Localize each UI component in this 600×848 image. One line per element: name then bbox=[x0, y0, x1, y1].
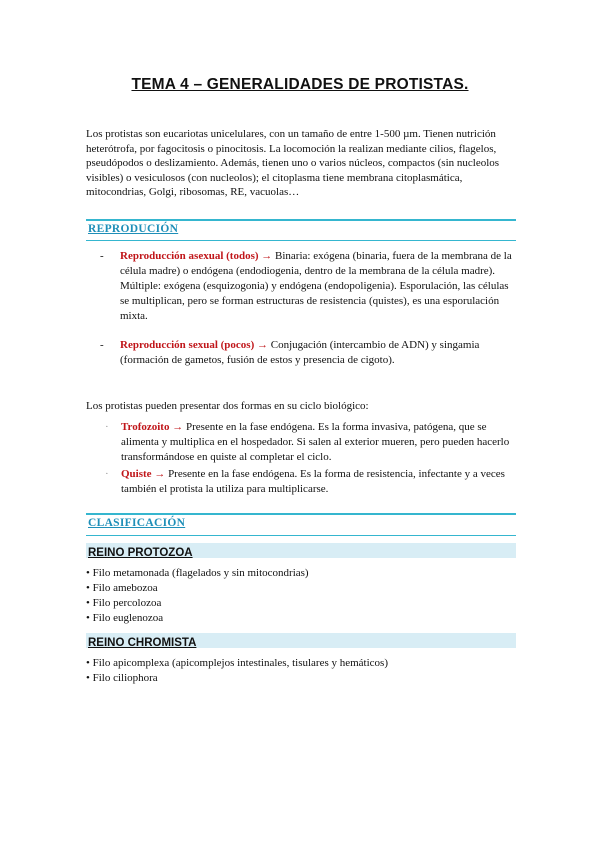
section-rule-top bbox=[86, 513, 516, 515]
subheading-reino-protozoa bbox=[86, 543, 516, 558]
chromista-list bbox=[86, 656, 516, 686]
subheading-reino-chromista bbox=[86, 633, 516, 648]
section-rule-bottom bbox=[86, 535, 516, 536]
dash-bullet: - bbox=[100, 339, 104, 351]
dot-bullet: · bbox=[105, 468, 109, 480]
item-term: Trofozoito bbox=[121, 421, 170, 433]
arrow-right-icon: → bbox=[154, 468, 166, 480]
section-rule-top bbox=[86, 219, 516, 221]
section-heading-label: CLASIFICACIÓN bbox=[88, 517, 186, 529]
section-heading-label: REPRODUCIÓN bbox=[88, 223, 179, 235]
item-text: Presente en la fase endógena. Es la forma invasiva, patógena, que se alimenta y multiplica en el hospedador. Si salen al exterior mueren, pero pueden hacerlo transformándose en quiste al completar el ciclo. bbox=[121, 421, 510, 463]
item-term: Reproducción asexual (todos) bbox=[120, 250, 259, 262]
list-item: • Filo apicomplexa (apicomplejos intestinales, tisulares y hemáticos) bbox=[86, 657, 389, 669]
dash-bullet: - bbox=[100, 250, 104, 262]
item-text: Binaria: exógena (binaria, fuera de la membrana de la célula madre) o endógena (endodiogenia, dentro de la membrana de la célula madre). Múltiple: exógena (esquizogonia) y endógena (endopoligenia). Esporulación, las células se multiplican, pero se forman estructuras de resistencia (quistes), es una esporulación mixta. bbox=[120, 250, 512, 322]
forma-item-trofozoito bbox=[86, 420, 516, 465]
repro-item-sexual bbox=[86, 338, 516, 368]
forma-item-quiste bbox=[86, 467, 516, 497]
list-item: • Filo metamonada (flagelados y sin mitocondrias) bbox=[86, 567, 309, 579]
item-text: Presente en la fase endógena. Es la forma de resistencia, infectante y a veces también el protista la utiliza para multiplicarse. bbox=[121, 468, 505, 495]
item-text: Conjugación (intercambio de ADN) y singamia (formación de gametos, fusión de estos y presencia de cigoto). bbox=[120, 339, 480, 366]
item-term: Quiste bbox=[121, 468, 152, 480]
section-heading-clasificacion bbox=[86, 517, 516, 529]
arrow-right-icon: → bbox=[257, 339, 268, 351]
list-item: • Filo euglenozoa bbox=[86, 612, 164, 624]
arrow-right-icon: → bbox=[261, 250, 273, 262]
intro-paragraph: Los protistas son eucariotas unicelulares, con un tamaño de entre 1-500 µm. Tienen nutrición heterótrofa, por fagocitosis o pinocitosis. La locomoción la realizan mediante cilios, flagelos, pseudópodos o deslizamiento. Además, tienen uno o varios núcleos, compactos (sin nucleolos visibles) o vesiculosos (con nucleolos); el citoplasma tiene membrana citoplasmática, mitocondrias, Golgi, ribosomas, RE, vacuolas… bbox=[86, 128, 500, 198]
arrow-right-icon: → bbox=[172, 421, 184, 433]
page-title: TEMA 4 – GENERALIDADES DE PROTISTAS. bbox=[131, 76, 469, 93]
section-rule-bottom bbox=[86, 240, 516, 241]
subheading-label: REINO CHROMISTA bbox=[88, 637, 197, 649]
protozoa-list bbox=[86, 566, 516, 626]
section-heading-reproduccion bbox=[86, 223, 516, 235]
item-term: Reproducción sexual (pocos) bbox=[120, 339, 255, 351]
formas-intro: Los protistas pueden presentar dos formas en su ciclo biológico: bbox=[86, 400, 369, 412]
list-item: • Filo ciliophora bbox=[86, 672, 158, 684]
list-item: • Filo amebozoa bbox=[86, 582, 158, 594]
repro-item-asexual bbox=[86, 249, 516, 324]
list-item: • Filo percolozoa bbox=[86, 597, 162, 609]
dot-bullet: · bbox=[105, 421, 109, 433]
subheading-label: REINO PROTOZOA bbox=[88, 547, 193, 559]
